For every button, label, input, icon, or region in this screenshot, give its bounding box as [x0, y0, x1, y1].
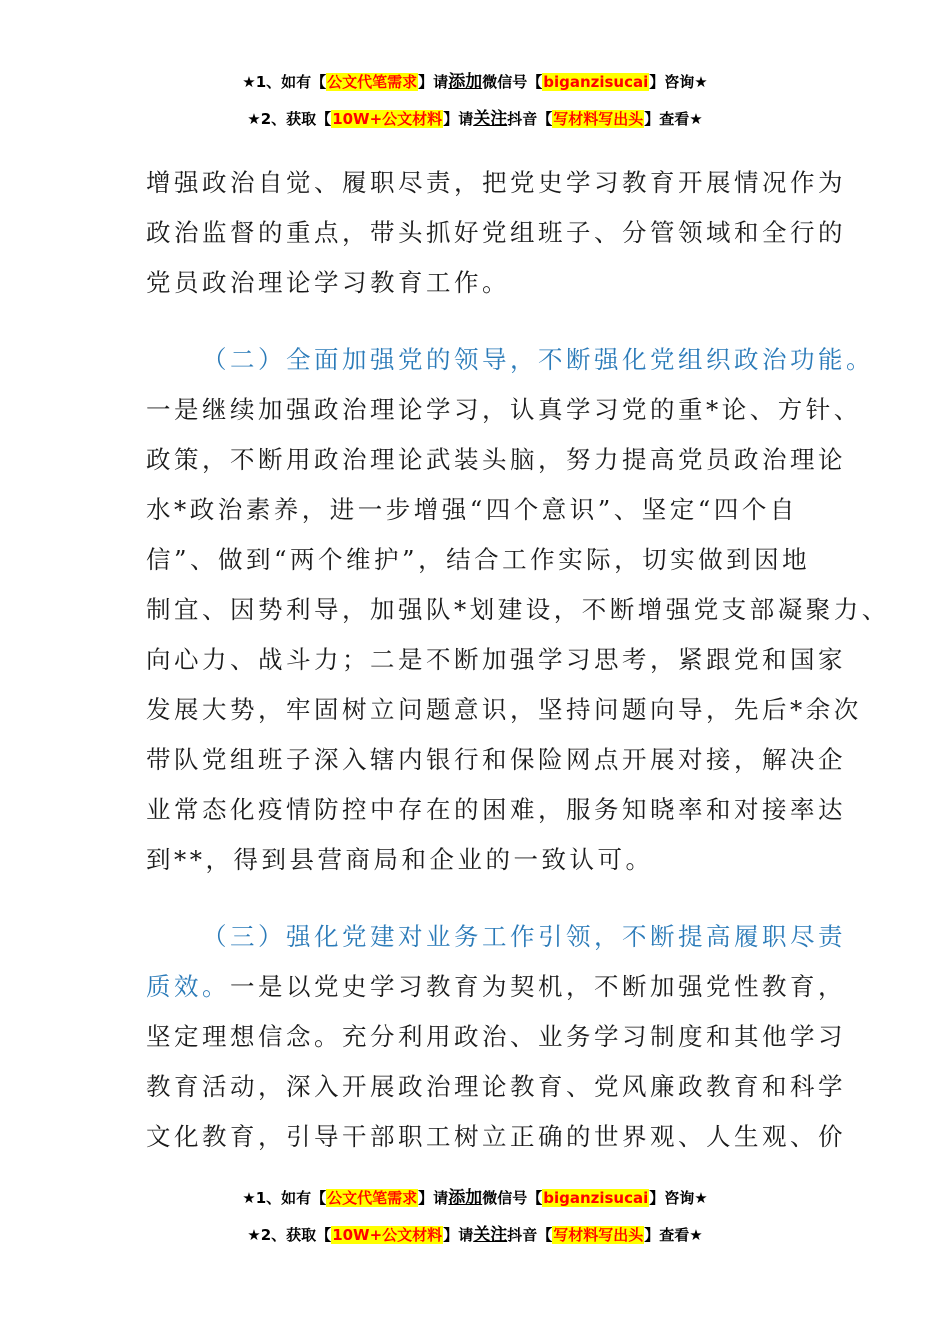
section-2 — [146, 335, 890, 885]
banner-text: ★1、如有【 — [242, 73, 327, 91]
banner-highlight: 公文代笔需求 — [327, 1189, 418, 1207]
top-banner — [0, 64, 950, 138]
text-line: 制宜、因势利导，加强队*划建设，不断增强党支部凝聚力、 — [146, 595, 890, 624]
banner-text: 】请 — [418, 1189, 449, 1207]
banner-text: 】咨询★ — [649, 73, 708, 91]
section-heading-cont: 质效。 — [146, 972, 230, 1001]
banner-emphasis: 添加 — [448, 1188, 483, 1208]
banner-text: 微信号【 — [482, 1189, 543, 1207]
text-line: 党员政治理论学习教育工作。 — [146, 268, 510, 297]
banner-highlight: 公文代笔需求 — [327, 73, 418, 91]
banner-highlight: biganzisucai — [543, 1189, 649, 1207]
banner-line-1 — [0, 64, 950, 101]
banner-line-1 — [0, 1180, 950, 1217]
text-line: 带队党组班子深入辖内银行和保险网点开展对接，解决企 — [146, 745, 846, 774]
banner-highlight: 写材料写出头 — [553, 1226, 644, 1244]
banner-text: 】请 — [418, 73, 449, 91]
text-line: 政策，不断用政治理论武装头脑，努力提高党员政治理论 — [146, 445, 846, 474]
text-line: 信”、做到“两个维护”，结合工作实际，切实做到因地 — [146, 545, 811, 574]
text-line: 到**，得到县营商局和企业的一致认可。 — [146, 845, 654, 874]
document-body — [146, 158, 890, 1162]
banner-text: 】请 — [443, 1226, 474, 1244]
text-line: 一是以党史学习教育为契机，不断加强党性教育， — [230, 972, 846, 1001]
section-3 — [146, 912, 846, 1162]
text-line: 增强政治自觉、履职尽责，把党史学习教育开展情况作为 — [146, 168, 846, 197]
banner-highlight: 写材料写出头 — [553, 110, 644, 128]
bottom-banner — [0, 1180, 950, 1254]
section-heading: （二）全面加强党的领导，不断强化党组织政治功能。 — [202, 345, 874, 374]
banner-emphasis: 关注 — [473, 1225, 508, 1245]
banner-text: 】查看★ — [644, 1226, 703, 1244]
text-line: 向心力、战斗力；二是不断加强学习思考，紧跟党和国家 — [146, 645, 846, 674]
banner-highlight: biganzisucai — [543, 73, 649, 91]
banner-text: 】查看★ — [644, 110, 703, 128]
banner-line-2 — [0, 101, 950, 138]
text-line: 坚定理想信念。充分利用政治、业务学习制度和其他学习 — [146, 1022, 846, 1051]
text-line: 业常态化疫情防控中存在的困难，服务知晓率和对接率达 — [146, 795, 846, 824]
banner-emphasis: 添加 — [448, 72, 483, 92]
banner-emphasis: 关注 — [473, 109, 508, 129]
banner-text: ★2、获取【 — [247, 1226, 332, 1244]
banner-highlight: 10W+公文材料 — [332, 1226, 443, 1244]
banner-text: 抖音【 — [507, 1226, 553, 1244]
banner-line-2 — [0, 1217, 950, 1254]
text-line: 发展大势，牢固树立问题意识，坚持问题向导，先后*余次 — [146, 695, 862, 724]
text-line: 水*政治素养，进一步增强“四个意识”、坚定“四个自 — [146, 495, 798, 524]
text-line: 文化教育，引导干部职工树立正确的世界观、人生观、价 — [146, 1122, 846, 1151]
text-line: 一是继续加强政治理论学习，认真学习党的重*论、方针、 — [146, 395, 862, 424]
banner-text: 微信号【 — [482, 73, 543, 91]
banner-text: 】咨询★ — [649, 1189, 708, 1207]
banner-text: ★2、获取【 — [247, 110, 332, 128]
banner-text: 抖音【 — [507, 110, 553, 128]
banner-text: 】请 — [443, 110, 474, 128]
text-line: 教育活动，深入开展政治理论教育、党风廉政教育和科学 — [146, 1072, 846, 1101]
section-heading: （三）强化党建对业务工作引领，不断提高履职尽责 — [202, 922, 846, 951]
paragraph-1 — [146, 158, 846, 308]
text-line: 政治监督的重点，带头抓好党组班子、分管领域和全行的 — [146, 218, 846, 247]
banner-highlight: 10W+公文材料 — [332, 110, 443, 128]
banner-text: ★1、如有【 — [242, 1189, 327, 1207]
